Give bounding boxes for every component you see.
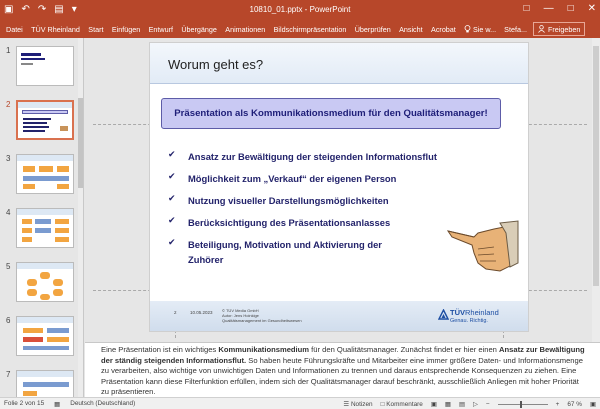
- reading-view-icon[interactable]: ▤: [458, 401, 465, 408]
- credit-line: Autor: Jens Hoinkige: [222, 313, 259, 318]
- slide-number: 5: [6, 262, 11, 271]
- editor-scrollbar-thumb[interactable]: [593, 46, 599, 286]
- normal-view-icon[interactable]: ▣: [430, 401, 437, 408]
- ribbon-tabs: [0, 20, 600, 38]
- undo-icon[interactable]: ↶: [21, 4, 30, 15]
- zoom-out-button[interactable]: −: [485, 400, 490, 408]
- slide-footer: [150, 301, 528, 332]
- search-label: Sie w...: [473, 24, 497, 34]
- minimize-button[interactable]: —: [543, 3, 554, 14]
- tab-animations[interactable]: Animationen: [225, 24, 266, 34]
- bullet-text: Ansatz zur Bewältigung der steigenden Informationsflut: [188, 151, 437, 162]
- slide-counter: Folie 2 von 15: [4, 400, 45, 407]
- bullet-text: Nutzung visueller Darstellungsmöglichkeiten: [188, 195, 389, 206]
- notes-pane[interactable]: [85, 342, 600, 397]
- slide-thumbnail[interactable]: [16, 154, 74, 194]
- bullet-item[interactable]: [168, 149, 488, 164]
- thumbnail-scrollbar-thumb[interactable]: [78, 98, 83, 188]
- tuev-logo: [436, 305, 522, 329]
- tab-review[interactable]: Überprüfen: [354, 24, 391, 34]
- slide-thumbnail-panel: [0, 38, 84, 397]
- share-button[interactable]: [533, 22, 585, 36]
- close-button[interactable]: ✕: [587, 3, 596, 14]
- credit-line: © TÜV Media GmbH: [222, 308, 259, 313]
- slide-number: 7: [6, 370, 11, 379]
- thumbnail-row[interactable]: [0, 206, 84, 254]
- tab-insert[interactable]: Einfügen: [111, 24, 141, 34]
- thumbnail-row[interactable]: [0, 368, 84, 397]
- tab-start[interactable]: Start: [88, 24, 104, 34]
- title-divider: [150, 83, 528, 84]
- comments-toggle[interactable]: □ Kommentare: [380, 400, 423, 408]
- save-icon[interactable]: ▣: [4, 4, 14, 15]
- lightbulb-icon: [464, 25, 471, 33]
- slide-page-number: 2: [174, 310, 177, 315]
- checkmark-icon: ✔: [168, 237, 176, 247]
- slide-number: 1: [6, 46, 11, 55]
- slide-number: 3: [6, 154, 11, 163]
- logo-name: TÜVRheinland: [450, 308, 499, 317]
- tell-me-search[interactable]: [460, 25, 500, 34]
- logo-slogan: Genau. Richtig.: [450, 318, 488, 324]
- thumbnail-row[interactable]: [0, 44, 84, 92]
- notes-bold-text: Ansatz zur Bewältigung der ständig steigenden Informationsflut.: [101, 345, 585, 365]
- bullet-item[interactable]: [168, 193, 488, 208]
- start-presentation-icon[interactable]: ▤: [54, 4, 64, 15]
- notes-text: für den Qualitätsmanager. Zunächst findet er hier einen: [309, 345, 500, 354]
- person-icon: [538, 25, 545, 33]
- maximize-button[interactable]: □: [567, 3, 574, 14]
- thumbnail-row[interactable]: [0, 260, 84, 308]
- slideshow-icon[interactable]: ▷: [472, 401, 478, 408]
- checkmark-icon: ✔: [168, 171, 176, 181]
- slide-thumbnail[interactable]: [16, 46, 74, 86]
- zoom-level[interactable]: 67 %: [567, 400, 582, 408]
- checkmark-icon: ✔: [168, 215, 176, 225]
- slide-thumbnail[interactable]: [16, 262, 74, 302]
- slide-thumbnail-active[interactable]: [16, 100, 74, 140]
- slide-thumbnail[interactable]: [16, 208, 74, 248]
- credit-line: Qualitätsmanagement im Gesundheitswesen: [222, 318, 302, 323]
- share-label: Freigeben: [547, 24, 581, 34]
- tab-tuev-rheinland[interactable]: TÜV Rheinland: [31, 24, 80, 34]
- redo-icon[interactable]: ↷: [37, 4, 47, 15]
- pointing-hand-icon[interactable]: [444, 213, 520, 275]
- tab-transitions[interactable]: Übergänge: [181, 24, 217, 34]
- user-account[interactable]: Stefa...: [504, 24, 527, 34]
- bullet-text: Beteiligung, Motivation und Aktivierung der Zuhörer: [188, 239, 382, 265]
- notes-text: Eine Präsentation ist ein wichtiges: [101, 345, 219, 354]
- thumbnail-row-active[interactable]: [0, 98, 84, 146]
- status-bar: [0, 397, 600, 409]
- title-bar: [0, 0, 600, 20]
- bullet-item[interactable]: [168, 171, 488, 186]
- slide-number: 4: [6, 208, 11, 217]
- notes-text: So haben heute Führungskräfte und Mitarbeiter eine immer größere Daten- und Informationsmenge zu verarbeiten, also wichtige von unwichtigen Daten und Informationen zu trennen und daraus entsprechende Konsequenzen zu ziehen. Eine Präsentation kann diese Filterfunktion erfüllen, indem sich der Qualitätsmanager darauf beschränkt, ausschließlich Anliegen mit hoher Priorität zu präsentieren.: [101, 355, 583, 396]
- language-indicator[interactable]: Deutsch (Deutschland): [70, 400, 136, 407]
- checkmark-icon: ✔: [168, 149, 176, 159]
- tab-file[interactable]: Datei: [6, 24, 23, 34]
- customize-toolbar-icon[interactable]: ▾: [71, 4, 77, 15]
- bullet-item[interactable]: [168, 237, 398, 267]
- slide-editor: [85, 38, 600, 342]
- zoom-in-button[interactable]: +: [555, 400, 560, 408]
- tab-slideshow[interactable]: Bildschirmpräsentation: [273, 24, 347, 34]
- slide-number: 2: [6, 100, 11, 109]
- tab-acrobat[interactable]: Acrobat: [431, 24, 456, 34]
- slide-thumbnail[interactable]: [16, 316, 74, 356]
- slide-banner[interactable]: [161, 98, 501, 129]
- slide-number: 6: [6, 316, 11, 325]
- slide-date: 10.05.2023: [190, 310, 213, 315]
- tab-view[interactable]: Ansicht: [399, 24, 423, 34]
- slide-thumbnail[interactable]: [16, 370, 74, 397]
- editor-scrollbar[interactable]: [592, 38, 600, 342]
- notes-toggle[interactable]: ☰ Notizen: [343, 401, 373, 408]
- ribbon-display-options-icon[interactable]: □: [523, 3, 530, 14]
- slide-credits: [222, 308, 302, 323]
- thumbnail-row[interactable]: [0, 152, 84, 200]
- checkmark-icon: ✔: [168, 193, 176, 203]
- slide-canvas[interactable]: [149, 42, 529, 332]
- fit-to-window-icon[interactable]: ▣: [589, 401, 596, 408]
- zoom-slider[interactable]: [498, 404, 548, 405]
- slide-sorter-icon[interactable]: ▦: [444, 401, 451, 408]
- bullet-text: Möglichkeit zum „Verkauf“ der eigenen Person: [188, 173, 397, 184]
- slide-title[interactable]: Worum geht es?: [168, 57, 264, 72]
- banner-text: Präsentation als Kommunikationsmedium für den Qualitätsmanager!: [174, 108, 488, 119]
- bullet-text: Berücksichtigung des Präsentationsanlasses: [188, 217, 391, 228]
- window-title: 10810_01.pptx - PowerPoint: [249, 5, 351, 14]
- tab-design[interactable]: Entwurf: [148, 24, 173, 34]
- tuev-triangle-icon: [438, 309, 449, 320]
- window-controls: [524, 3, 596, 14]
- thumbnail-row[interactable]: [0, 314, 84, 362]
- notes-bold-text: Kommunikationsmedium: [218, 345, 310, 354]
- spellcheck-icon[interactable]: ▦: [54, 401, 61, 408]
- thumbnail-scrollbar[interactable]: [78, 38, 83, 397]
- bullet-item[interactable]: [168, 215, 488, 230]
